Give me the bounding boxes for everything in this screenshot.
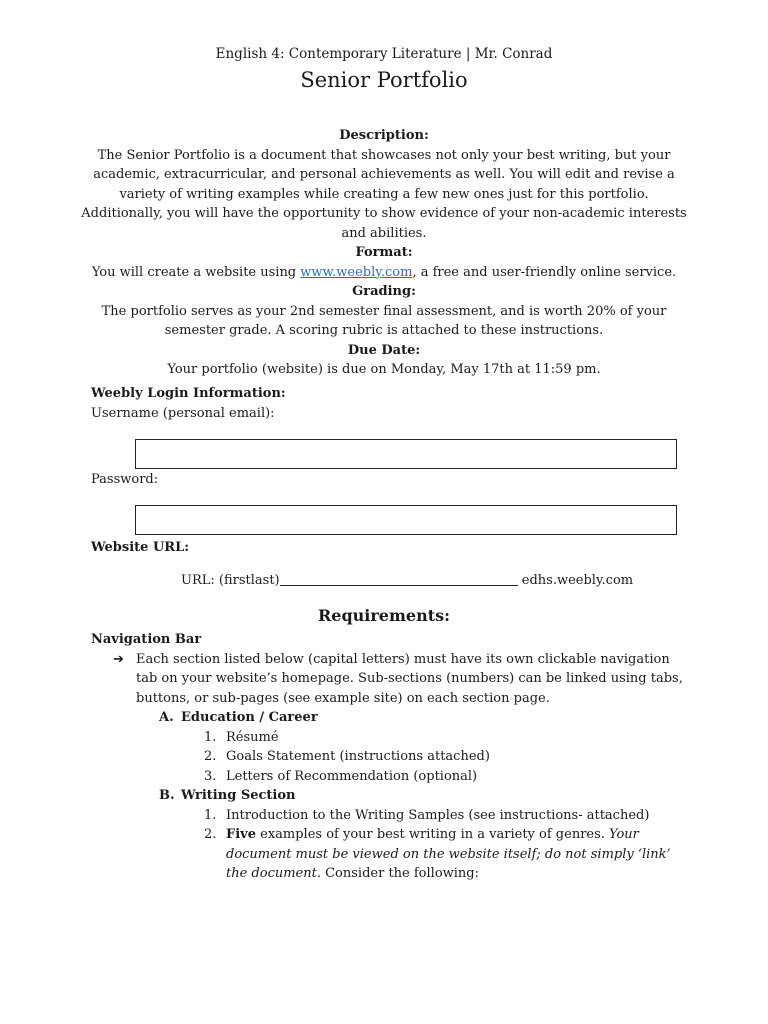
item-b2-italic: Your document must be viewed on the website itself; do not simply ‘link’ the document	[226, 827, 671, 881]
list-item-text: Introduction to the Writing Samples (see instructions- attached)	[226, 807, 650, 823]
item-b2-text: examples of your best writing in a variety of genres.	[256, 827, 610, 842]
due-date-text: Your portfolio (website) is due on Monday, May 17th at 11:59 pm.	[167, 362, 601, 377]
list-item	[91, 728, 688, 748]
list-item-mark: 2.	[204, 827, 217, 842]
format-text-after: , a free and user-friendly online service.	[412, 264, 677, 280]
list-item-mark: 2.	[204, 749, 217, 764]
arrow-bullet-icon: ➔	[113, 651, 124, 667]
list-item	[91, 767, 688, 787]
grading-heading: Grading:	[352, 284, 416, 299]
list-item-text: Letters of Recommendation (optional)	[226, 768, 478, 784]
overview-block	[80, 126, 688, 380]
format-text-before: You will create a website using	[91, 264, 301, 280]
page-title: Senior Portfolio	[300, 68, 468, 92]
list-item-mark: 1.	[204, 807, 217, 823]
requirements-title: Requirements:	[317, 606, 451, 625]
list-item	[91, 747, 688, 767]
list-item	[91, 806, 688, 826]
description-text: The Senior Portfolio is a document that showcases not only your best writing, but your academic, extracurricular, and personal achievements as well. You will edit and revise a variety of writing examples while creating a few new ones just for this portfolio. Additionally, you will have the opportunity to show evidence of your non-academic interests and abilities.	[81, 147, 687, 241]
list-item-text: Résumé	[226, 729, 279, 745]
course-line: English 4: Contemporary Literature | Mr. Conrad	[215, 46, 553, 62]
five-emphasis: Five	[226, 827, 256, 842]
password-label: Password:	[91, 472, 159, 487]
section-b-mark: B.	[159, 788, 175, 803]
weebly-link[interactable]: www.weebly.com	[300, 264, 413, 280]
format-text	[80, 263, 688, 283]
nav-arrow-item	[91, 650, 688, 709]
list-item-mark: 1.	[204, 729, 217, 745]
login-heading: Weebly Login Information:	[91, 386, 286, 401]
navigation-bar-heading: Navigation Bar	[91, 632, 202, 647]
website-url-heading: Website URL:	[91, 540, 190, 555]
section-a	[91, 708, 688, 728]
section-a-label: Education / Career	[181, 710, 318, 725]
username-label: Username (personal email):	[91, 406, 275, 421]
username-field[interactable]	[135, 439, 677, 469]
section-b	[91, 786, 688, 806]
password-field[interactable]	[135, 505, 677, 535]
requirements-list	[91, 630, 688, 884]
nav-arrow-text: Each section listed below (capital letters) must have its own clickable navigation tab on your website’s homepage. Sub-sections (numbers) can be linked using tabs, buttons, or sub-pages (see example site) on each section page.	[136, 651, 683, 706]
format-heading: Format:	[355, 245, 413, 260]
description-heading: Description:	[339, 128, 429, 143]
list-item	[91, 825, 688, 884]
section-a-mark: A.	[159, 710, 174, 725]
list-item-text: Goals Statement (instructions attached)	[226, 749, 490, 764]
url-blank-field[interactable]	[280, 571, 518, 586]
list-item-mark: 3.	[204, 768, 217, 784]
url-suffix: edhs.weebly.com	[517, 573, 634, 588]
item-b2-after: . Consider the following:	[316, 866, 480, 881]
section-b-label: Writing Section	[181, 788, 296, 803]
grading-text: The portfolio serves as your 2nd semester final assessment, and is worth 20% of your semester grade. A scoring rubric is attached to these instructions.	[101, 303, 667, 338]
url-prefix: URL: (firstlast)	[181, 573, 280, 588]
url-line	[181, 571, 633, 588]
due-date-heading: Due Date:	[347, 342, 421, 358]
